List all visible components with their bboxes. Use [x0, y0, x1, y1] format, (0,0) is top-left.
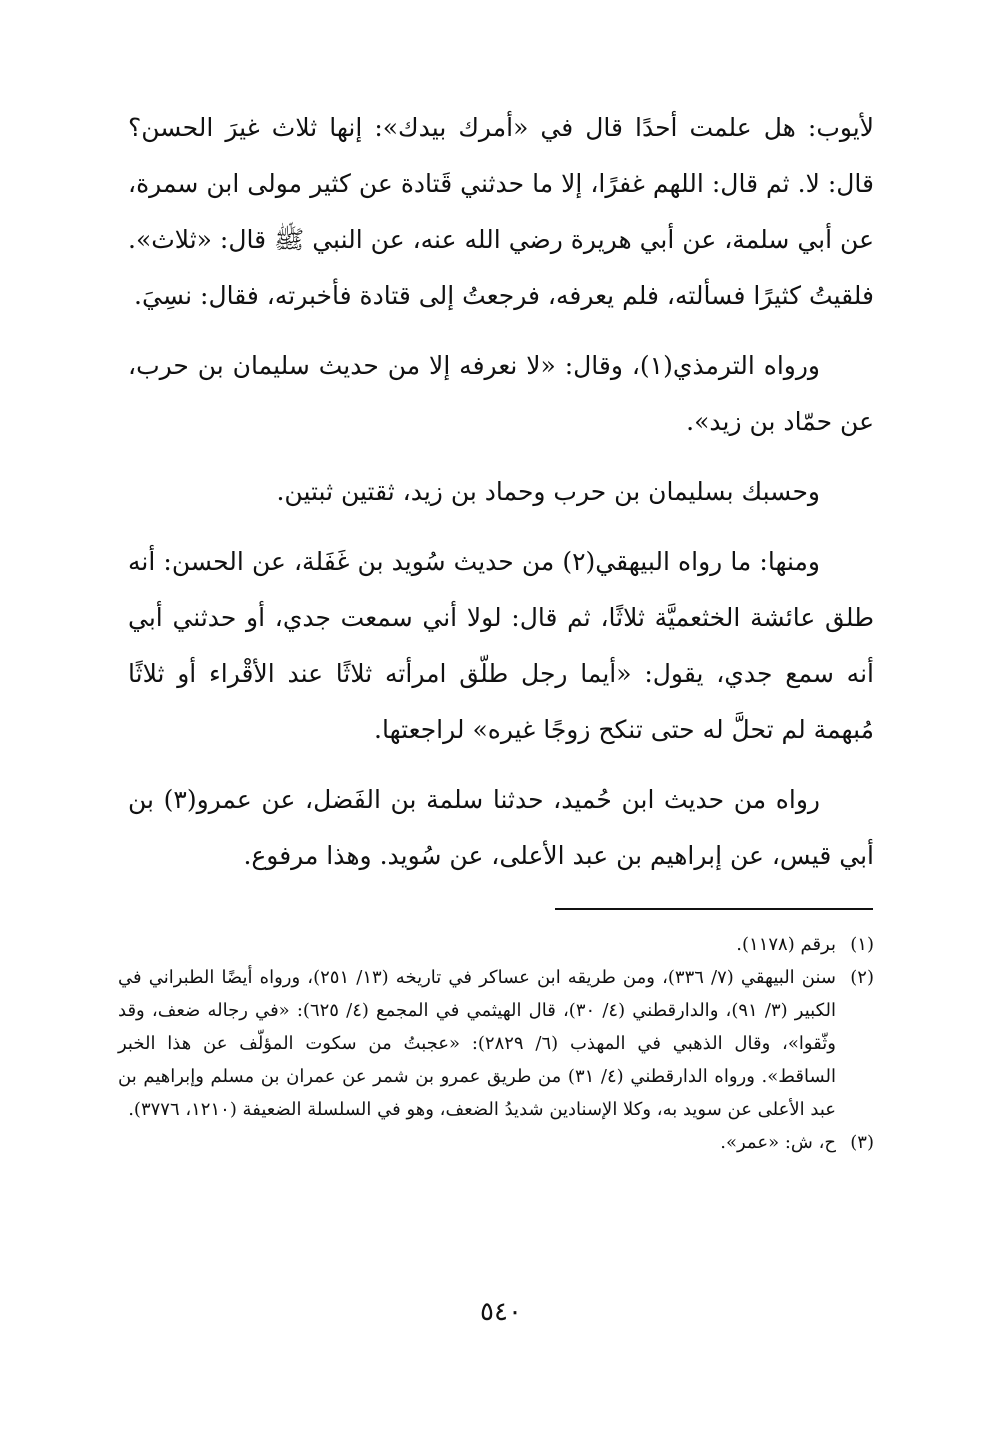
footnote-text: ح، ش: «عمر». [720, 1132, 836, 1153]
footnote-number: (٢) [850, 967, 874, 988]
footnotes [118, 928, 874, 1159]
footnote-number: (١) [850, 934, 874, 955]
footnote-number: (٣) [850, 1132, 874, 1153]
footnote [118, 961, 874, 1126]
paragraph: ورواه الترمذي(١)، وقال: «لا نعرفه إلا من حديث سليمان بن حرب، عن حمّاد بن زيد». [128, 351, 874, 436]
footnote-divider [555, 908, 873, 910]
main-text [128, 100, 874, 884]
paragraph: وحسبك بسليمان بن حرب وحماد بن زيد، ثقتين ثبتين. [276, 477, 820, 506]
footnote-text: برقم (١١٧٨). [736, 934, 836, 955]
page-number: ٥٤٠ [480, 1297, 522, 1327]
paragraph: رواه من حديث ابن حُميد، حدثنا سلمة بن الفَضل، عن عمرو(٣) بن أبي قيس، عن إبراهيم بن عبد الأعلى، عن سُويد. وهذا مرفوع. [128, 785, 874, 870]
footnote [118, 928, 874, 961]
paragraph: ومنها: ما رواه البيهقي(٢) من حديث سُويد بن غَفَلة، عن الحسن: أنه طلق عائشة الخثعميَّة ثلاثًا، ثم قال: لولا أني سمعت جدي، أو حدثني أبي أنه سمع جدي، يقول: «أيما رجل طلّق امرأته ثلاثًا عند الأقْراء أو ثلاثًا مُبهمة لم تحلَّ له حتى تنكح زوجًا غيره» لراجعتها. [128, 547, 874, 744]
paragraph: لأيوب: هل علمت أحدًا قال في «أمرك بيدك»: إنها ثلاث غيرَ الحسن؟ قال: لا. ثم قال: اللهم غفرًا، إلا ما حدثني قَتادة عن كثير مولى ابن سمرة، عن أبي سلمة، عن أبي هريرة رضي الله عنه، عن النبي ﷺ قال: «ثلاث». فلقيتُ كثيرًا فسألته، فلم يعرفه، فرجعتُ إلى قتادة فأخبرته، فقال: نسِيَ. [128, 113, 874, 310]
footnote [118, 1126, 874, 1159]
footnote-text: سنن البيهقي (٧/ ٣٣٦)، ومن طريقه ابن عساكر في تاريخه (١٣/ ٢٥١)، ورواه أيضًا الطبراني في الكبير (٣/ ٩١)، والدارقطني (٤/ ٣٠)، قال الهيثمي في المجمع (٤/ ٦٢٥): «في رجاله ضعف، وقد وثّقوا»، وقال الذهبي في المهذب (٦/ ٢٨٢٩): «عجبتُ من سكوت المؤلّف عن هذا الخبر الساقط». ورواه الدارقطني (٤/ ٣١) من طريق عمرو بن شمر عن عمران بن مسلم وإبراهيم بن عبد الأعلى عن سويد به، وكلا الإسنادين شديدُ الضعف، وهو في السلسلة الضعيفة (١٢١٠، ٣٧٧٦). [118, 967, 837, 1120]
